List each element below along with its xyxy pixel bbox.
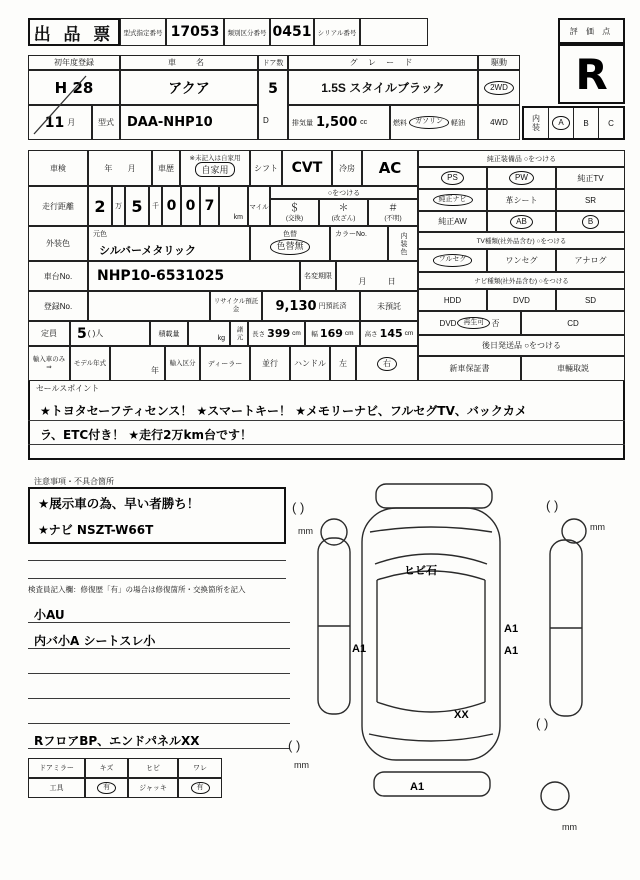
model-type-label: 型式	[92, 105, 120, 140]
tools-yes1-selected: 有	[97, 782, 116, 795]
tools-yes2-selected: 有	[191, 782, 210, 795]
width-value: 169	[319, 327, 343, 340]
tools-tool: 工具	[28, 778, 85, 798]
notes-line2: ★ナビ NSZT-W66T	[38, 523, 154, 537]
month-unit2: 月	[127, 163, 136, 173]
tv-type-header: TV種類(社外品含む) ○をつける	[418, 232, 625, 249]
later-shipment-header: 後日発送品 ○をつける	[418, 335, 625, 356]
fuel-label: 燃料	[393, 119, 407, 127]
measure-circle-tr	[562, 519, 586, 543]
length-unit: cm	[292, 330, 301, 337]
interior-a-cell	[548, 108, 573, 138]
tools-break: ワレ	[178, 758, 222, 778]
mile-label: マイル	[248, 186, 270, 226]
tv-analog: アナログ	[556, 249, 625, 272]
damage-xx-rear: XX	[454, 709, 469, 721]
cd-cell: CD	[521, 311, 625, 335]
equip-leather: 革シート	[487, 189, 556, 211]
fuel-gasoline-selected: ガソリン	[409, 116, 449, 129]
mileage-d1: 2	[88, 186, 112, 226]
recycle-cell	[262, 291, 360, 321]
history-private: 自家用	[195, 162, 234, 177]
mile-sym-unknown: ＃	[388, 203, 398, 215]
car-body-shape	[362, 508, 500, 760]
load-label: 積載量	[150, 321, 188, 346]
navi-hdd: HDD	[418, 289, 487, 311]
tv-oneseg: ワンセグ	[487, 249, 556, 272]
history-label: 車歴	[152, 150, 180, 186]
bracket-tl: ( )	[292, 500, 305, 515]
ruled-line	[28, 748, 290, 749]
hood-line	[370, 527, 492, 532]
grade-value: 1.5S スタイルブラック	[288, 70, 478, 105]
width-cell	[305, 321, 360, 346]
repaint-cell	[250, 226, 330, 261]
fuel-diesel: 軽油	[451, 119, 465, 127]
mile-opt-unknown	[368, 199, 418, 226]
serial-label: シリアル番号	[314, 18, 360, 46]
inspector-note: 検査員記入欄：修復歴「有」の場合は修復箇所・交換箇所を記入	[28, 585, 246, 594]
spec-label-cell	[230, 321, 248, 346]
recycle-amount: 9,130	[275, 298, 317, 314]
base-color-label: 元色	[93, 231, 107, 238]
notes-line1: ★展示車の為、早い者勝ち！	[38, 496, 200, 511]
sales-line2: ラ、ETC付き！ ★走行2万km台です！	[40, 428, 253, 442]
ruled-line	[28, 723, 290, 724]
load-cell	[188, 321, 230, 346]
import-only-label: 輸入車のみ⇒	[28, 346, 70, 381]
eval-label: 評 価 点	[558, 18, 625, 44]
ruled-line	[28, 578, 286, 579]
mileage-d4: 0	[181, 186, 200, 226]
equip-ab-selected: AB	[510, 215, 533, 229]
dvd-playable-cell	[418, 311, 521, 335]
interior-b: B	[573, 108, 598, 138]
measure-circle-br	[541, 782, 569, 810]
mileage-d2: 5	[125, 186, 149, 226]
first-reg-era: H 28	[28, 70, 120, 105]
mile-sym-tamper: ＊	[338, 203, 349, 215]
ruled-line	[28, 560, 286, 561]
mile-label-unknown: (不明)	[384, 214, 402, 222]
eval-grade: R	[558, 44, 625, 104]
diagonal-slash	[30, 72, 90, 138]
equip-sr: SR	[556, 189, 625, 211]
mile-mark-header: ○をつける	[270, 186, 418, 199]
shaken-label: 車検	[28, 150, 88, 186]
measure-circle-tl	[321, 519, 347, 545]
equip-pw-selected: PW	[509, 171, 534, 185]
height-value: 145	[379, 327, 403, 340]
vehicle-manual: 車輛取説	[521, 356, 625, 381]
length-cell	[248, 321, 305, 346]
model-year-cell	[110, 346, 165, 381]
damage-a1-rear-bumper: A1	[410, 781, 425, 793]
ac-value: AC	[362, 150, 418, 186]
first-reg-month-value: 11	[44, 114, 65, 131]
drive-label: 駆動	[478, 55, 520, 70]
shift-value: CVT	[282, 150, 332, 186]
handle-label: ハンドル	[290, 346, 330, 381]
color-no-cell	[330, 226, 388, 261]
tools-doormirror: ドアミラー	[28, 758, 85, 778]
import-dealer: ディーラー	[200, 346, 250, 381]
doors-cell	[258, 70, 288, 140]
ruled-line	[28, 673, 290, 674]
equip-tv: 純正TV	[556, 167, 625, 189]
history-note: ※未記入は自家用	[189, 155, 241, 162]
capacity-suffix: ( )人	[87, 329, 104, 338]
ruled-line	[28, 648, 290, 649]
bracket-tr: ( )	[546, 498, 559, 513]
tools-yes1-cell	[85, 778, 128, 798]
chassis-label: 車台No.	[28, 261, 88, 291]
handle-right-cell	[356, 346, 418, 381]
drive-2wd-cell	[478, 70, 520, 105]
tools-yes2-cell	[178, 778, 222, 798]
trunk-line	[369, 734, 493, 741]
mileage-unit: km	[233, 214, 243, 221]
mile-opt-exchange	[270, 199, 319, 226]
drive-2wd-selected: 2WD	[484, 81, 514, 95]
inspector-entry-3: RフロアBP、エンドパネルXX	[34, 734, 200, 748]
notes-label: 注意事項・不具合箇所	[34, 477, 114, 486]
exterior-color-label: 外装色	[28, 226, 88, 261]
handle-right-selected: 右	[377, 357, 397, 371]
navi-sd: SD	[556, 289, 625, 311]
height-label: 高さ	[364, 331, 378, 338]
length-label: 長さ	[252, 331, 266, 338]
car-damage-diagram	[288, 478, 636, 850]
model-code-label: 型式指定番号	[120, 18, 166, 46]
mile-opt-tamper	[319, 199, 368, 226]
tools-jack: ジャッキ	[128, 778, 178, 798]
rear-window-line	[377, 702, 485, 712]
equip-navi-cell	[418, 189, 487, 211]
displacement-cell	[288, 105, 390, 140]
serial-value-empty	[360, 18, 428, 46]
navi-dvd: DVD	[487, 289, 556, 311]
damage-a1-right1: A1	[504, 623, 519, 635]
ruled-line	[28, 420, 625, 421]
base-color-cell	[88, 226, 250, 261]
capacity-cell	[70, 321, 150, 346]
equip-b-cell	[556, 211, 625, 232]
height-cell	[360, 321, 418, 346]
car-name-label: 車 名	[120, 55, 258, 70]
interior-a-selected: A	[552, 116, 569, 130]
first-reg-label: 初年度登録	[28, 55, 120, 70]
doors-value: 5	[268, 81, 278, 97]
dvd-playable-selected: 再生可	[457, 317, 490, 330]
tv-fullseg-cell	[418, 249, 487, 272]
ruled-line	[28, 622, 290, 623]
interior-color-cell	[388, 226, 418, 261]
shaken-date-cell	[88, 150, 152, 186]
spec-label: 諸元	[235, 326, 243, 341]
damage-crack-stone: ヒビ石	[404, 565, 437, 577]
tv-fullseg-selected: フルセグ	[433, 254, 473, 267]
mileage-label: 走行距離	[28, 186, 88, 226]
recycle-none: 未預託	[360, 291, 418, 321]
front-bumper-shape	[376, 484, 492, 508]
displacement-value: 1,500	[316, 115, 358, 130]
sales-points-label: セールスポイント	[36, 384, 100, 393]
model-year-label: モデル年式	[70, 346, 110, 381]
class-code-value: 0451	[270, 18, 314, 46]
navi-type-header: ナビ種類(社外品含む) ○をつける	[418, 272, 625, 289]
equip-header: 純正装備品 ○をつける	[418, 150, 625, 167]
name-change-date	[336, 261, 418, 291]
windshield-top-line	[375, 554, 487, 564]
equip-ab-cell	[487, 211, 556, 232]
ruled-line	[28, 698, 290, 699]
notes-box	[28, 487, 286, 544]
interior-label: 内装	[531, 114, 541, 132]
dvd-pre: DVD	[439, 318, 457, 328]
name-change-label: 名変期限	[300, 261, 336, 291]
class-code-label: 類別区分番号	[224, 18, 270, 46]
fuel-cell	[390, 105, 478, 140]
height-unit: cm	[404, 330, 414, 337]
mile-label-exchange: (交換)	[285, 214, 304, 222]
damage-a1-right2: A1	[504, 645, 519, 657]
mileage-unit-cell	[219, 186, 248, 226]
model-type-value: DAA-NHP10	[120, 105, 258, 140]
doors-label: ドア数	[258, 55, 288, 70]
ac-label: 冷房	[332, 150, 362, 186]
capacity-label: 定員	[28, 321, 70, 346]
new-car-warranty: 新車保証書	[418, 356, 521, 381]
equip-b-selected: B	[582, 215, 599, 229]
displacement-label: 排気量	[292, 119, 313, 127]
equip-ps-cell	[418, 167, 487, 189]
color-no-label: カラーNo.	[335, 231, 367, 238]
month-unit: 月	[67, 118, 76, 127]
dvd-post: 否	[491, 318, 500, 328]
capacity-value: 5	[77, 325, 87, 342]
grade-label: グ レ ー ド	[288, 55, 478, 70]
rear-bumper-shape	[374, 772, 490, 796]
mm-label-tr: mm	[590, 522, 605, 532]
import-parallel: 並行	[250, 346, 290, 381]
bracket-bl: ( )	[288, 738, 301, 753]
repaint-none-selected: 色替無	[270, 239, 309, 255]
displacement-unit: cc	[360, 119, 368, 126]
nc-day: 日	[387, 277, 396, 286]
sales-line1: ★トヨタセーフティセンス！ ★スマートキー！ ★メモリーナビ、フルセグTV、バックカメ	[40, 404, 527, 418]
damage-a1-left: A1	[352, 643, 367, 655]
mileage-d5: 7	[200, 186, 219, 226]
reg-no-empty	[88, 291, 210, 321]
base-color-value: シルバーメタリック	[99, 244, 196, 257]
mileage-sen: 千	[149, 186, 162, 226]
load-unit: kg	[217, 335, 225, 342]
mileage-man: 万	[112, 186, 125, 226]
car-name-value: アクア	[120, 70, 258, 105]
inspector-entry-1: 小AU	[34, 608, 65, 622]
drive-4wd: 4WD	[478, 105, 520, 140]
chassis-value: NHP10-6531025	[88, 261, 300, 291]
repaint-label: 色替	[283, 231, 297, 238]
mile-sym-exchange: ＄	[289, 203, 300, 215]
model-year-unit: 年	[151, 366, 159, 375]
equip-navi-selected: 純正ナビ	[433, 194, 473, 207]
interior-color-label: 内装色	[400, 231, 407, 256]
doors-d: D	[263, 116, 269, 125]
equip-ps-selected: PS	[441, 171, 464, 185]
recycle-suffix: 円預託済	[318, 303, 347, 310]
mile-label-tamper: (改ざん)	[331, 214, 356, 222]
interior-c: C	[598, 108, 623, 138]
mileage-d3: 0	[162, 186, 181, 226]
inspector-entry-2: 内バ小A シートスレ小	[34, 634, 156, 648]
mm-label-bl: mm	[294, 760, 309, 770]
mm-label-br: mm	[562, 822, 577, 832]
length-value: 399	[267, 327, 291, 340]
equip-pw-cell	[487, 167, 556, 189]
recycle-label: リサイクル預託金	[210, 291, 262, 321]
model-code-value: 17053	[166, 18, 224, 46]
tools-scratch: キズ	[85, 758, 128, 778]
width-label: 幅	[311, 331, 318, 338]
width-unit: cm	[344, 330, 354, 337]
handle-left: 左	[330, 346, 356, 381]
equip-aw: 純正AW	[418, 211, 487, 232]
year-unit: 年	[104, 163, 113, 173]
mm-label-tl: mm	[298, 526, 313, 536]
reg-no-label: 登録No.	[28, 291, 88, 321]
nc-month: 月	[358, 277, 367, 286]
ruled-line	[28, 444, 625, 445]
import-type-label: 輸入区分	[165, 346, 200, 381]
shift-label: シフト	[250, 150, 282, 186]
history-cell	[180, 150, 250, 186]
tools-crack: ヒビ	[128, 758, 178, 778]
bracket-br: ( )	[536, 716, 549, 731]
sheet-title: 出 品 票	[28, 18, 120, 46]
interior-grade-box	[522, 106, 625, 140]
